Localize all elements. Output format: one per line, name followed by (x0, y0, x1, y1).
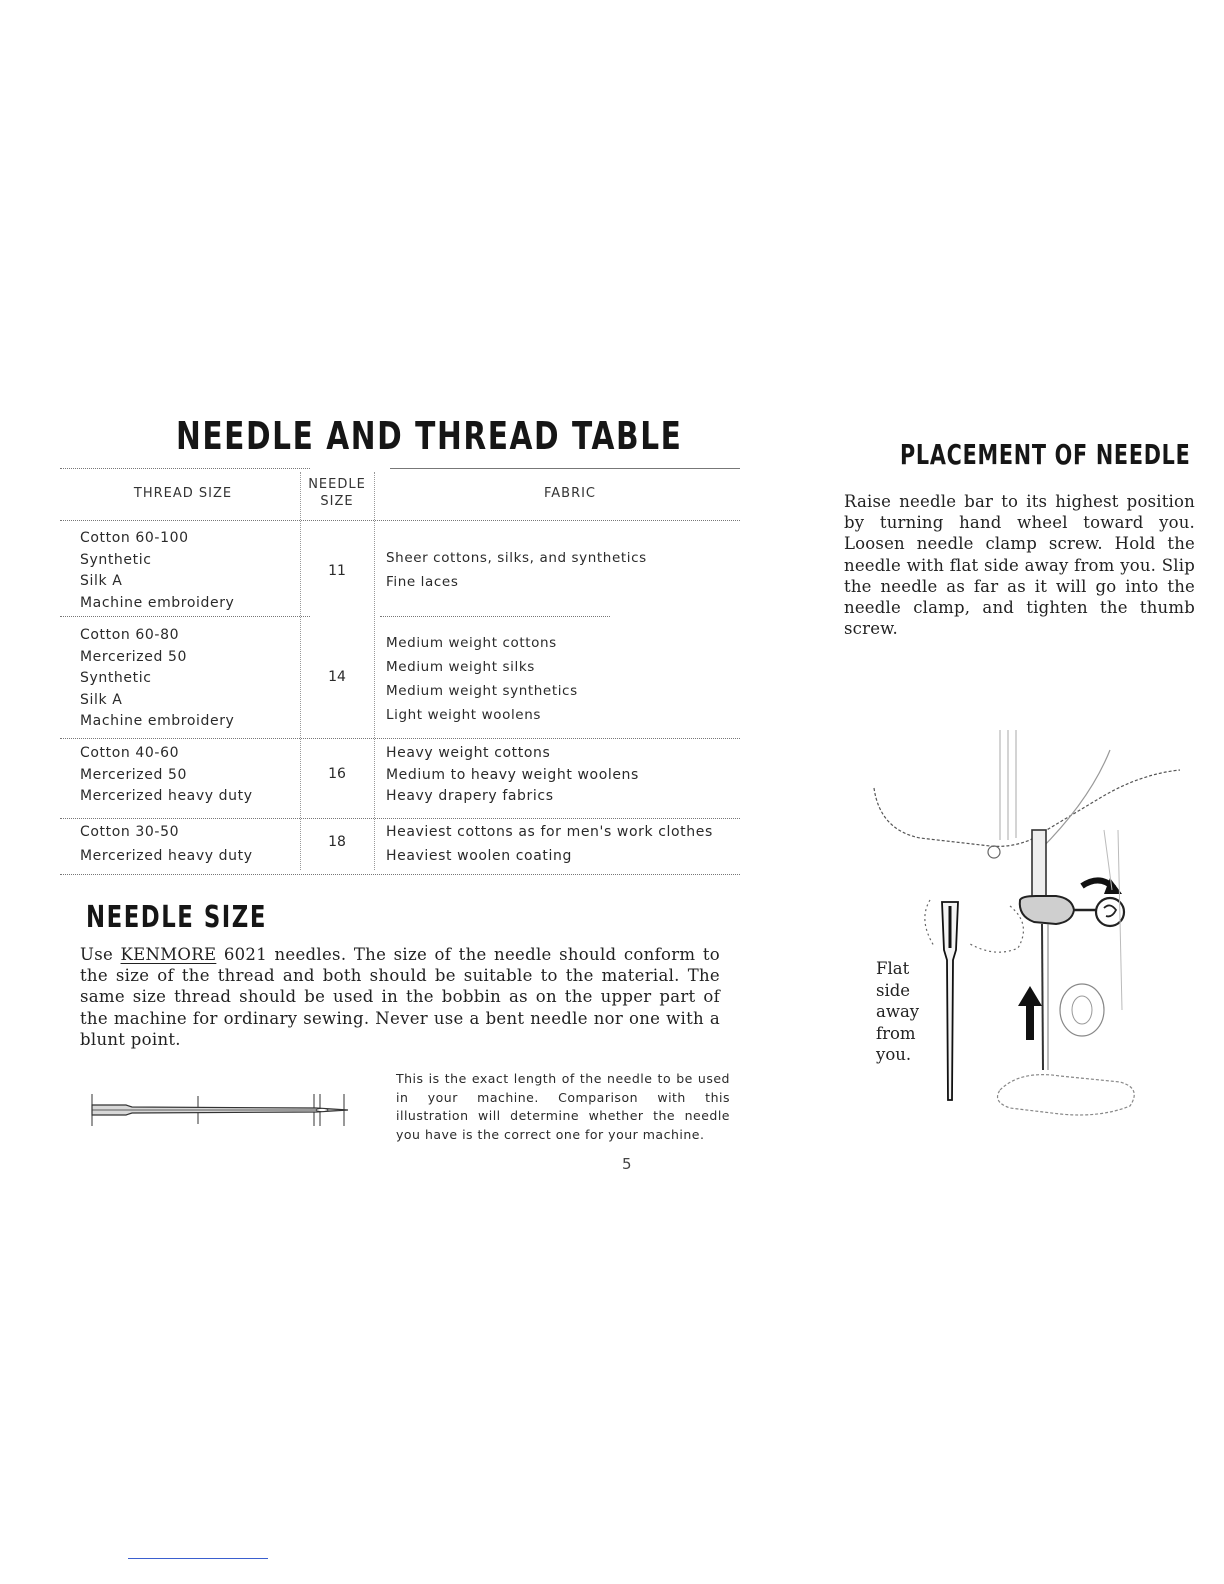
needle-length-caption: This is the exact length of the needle to be used in your machine. Comparison with this illustration will determine whether the needle you have is the correct one for your machine. (396, 1071, 730, 1142)
needle-actual-size-illustration (86, 1090, 356, 1130)
needle-size-text-rest: 6021 needles. The size of the needle should conform to the size of the thread and both should be suitable to the material. The same size thread should be used in the bobbin as on the upper part of the machine for ordinary sewing. Never use a bent needle nor one with a blunt point. (80, 945, 720, 1049)
placement-paragraph: Raise needle bar to its highest position by turning hand wheel toward you. Loosen needle clamp screw. Hold the needle with flat side away from you. Slip the needle as far as it will go into the needle clamp, and tighten the thumb screw. (844, 492, 1195, 639)
flat-side-label-line: side (876, 980, 911, 1000)
table-rule (60, 520, 740, 521)
fabric-item: Medium weight synthetics (386, 683, 578, 699)
table-row-1-fabrics (386, 546, 647, 594)
table-rule (60, 874, 740, 875)
thread-item: Mercerized 50 (80, 648, 188, 665)
thread-item: Silk A (80, 573, 123, 589)
header-needle-size-line2: SIZE (320, 494, 354, 509)
header-fabric: FABRIC (543, 486, 597, 501)
fabric-item: Medium to heavy weight woolens (386, 766, 639, 783)
table-rule (380, 616, 610, 617)
thread-item: Mercerized heavy duty (80, 848, 253, 864)
fabric-item: Sheer cottons, silks, and synthetics (386, 550, 647, 566)
table-row-2-fabrics (386, 631, 578, 727)
machine-arm-curve (1040, 750, 1110, 850)
up-arrow-icon (1018, 986, 1042, 1040)
needle-placement-illustration (860, 710, 1200, 1130)
table-rule (60, 468, 310, 469)
fabric-item: Heaviest woolen coating (386, 848, 572, 864)
fabric-item: Fine laces (386, 574, 459, 590)
bottom-link-underline (128, 1558, 268, 1559)
installed-needle (1042, 924, 1043, 1070)
fabric-item: Heaviest cottons as for men's work clothes (386, 824, 713, 840)
needle-clamp (1020, 896, 1074, 924)
header-needle-size-line1: NEEDLE (308, 477, 366, 492)
thread-item: Synthetic (80, 551, 152, 568)
table-rule (60, 738, 740, 739)
thread-item: Mercerized heavy duty (80, 788, 253, 804)
flat-side-label-line: Flat (876, 959, 910, 978)
presser-foot-outline (998, 1075, 1135, 1115)
fabric-item: Medium weight silks (386, 659, 535, 675)
table-rule (390, 468, 740, 469)
needle-size-value: 11 (328, 563, 346, 579)
needle-size-title: NEEDLE SIZE (86, 900, 267, 935)
table-row-1-threads (80, 528, 234, 614)
page-number: 5 (622, 1155, 632, 1173)
thread-item: Synthetic (80, 670, 152, 686)
table-rule (60, 818, 740, 819)
thread-item: Cotton 40-60 (80, 745, 180, 761)
flat-side-label-line: from (876, 1023, 916, 1043)
bobbin-winder-center (1072, 996, 1092, 1024)
flat-side-label-line: you. (876, 1045, 912, 1065)
thread-item: Machine embroidery (80, 594, 235, 611)
table-row-3-threads (80, 743, 253, 808)
flat-side-label (876, 958, 919, 1066)
placement-title: PLACEMENT OF NEEDLE (900, 438, 1191, 471)
fabric-item: Heavy drapery fabrics (386, 788, 554, 804)
fabric-item: Medium weight cottons (386, 635, 557, 651)
needle-eye (316, 1109, 328, 1112)
enlargement-outline (925, 900, 1024, 952)
table-rule (60, 616, 310, 617)
flat-side-label-line: away (876, 1002, 920, 1022)
thread-item: Cotton 60-100 (80, 530, 189, 546)
thread-item: Mercerized 50 (80, 766, 188, 783)
needle-thread-table (60, 466, 740, 876)
needle-size-value: 16 (328, 766, 346, 782)
needle-size-paragraph (80, 944, 720, 1050)
fabric-item: Heavy weight cottons (386, 745, 551, 761)
thread-item: Silk A (80, 691, 123, 708)
thread-item: Cotton 60-80 (80, 627, 180, 643)
fabric-item: Light weight woolens (386, 707, 541, 723)
table-row-3-fabrics (386, 743, 639, 808)
page-title: NEEDLE AND THREAD TABLE (176, 414, 683, 458)
header-needle-size (300, 476, 374, 510)
table-row-4-fabrics (386, 820, 713, 868)
machine-head-outline (874, 770, 1180, 846)
table-row-4-threads (80, 820, 253, 868)
header-thread-size: THREAD SIZE (133, 486, 233, 501)
table-row-2-threads (80, 625, 234, 733)
needle-size-value: 14 (328, 669, 346, 685)
thread-item: Cotton 30-50 (80, 824, 180, 840)
machine-body-lines (1000, 730, 1016, 840)
needle-size-value: 18 (328, 834, 346, 850)
machine-screw-icon (988, 846, 1000, 858)
brand-name: KENMORE (120, 945, 217, 964)
needle-size-text-prefix: Use (80, 945, 121, 964)
thread-item: Machine embroidery (80, 713, 235, 729)
bobbin-winder-icon (1060, 984, 1104, 1036)
